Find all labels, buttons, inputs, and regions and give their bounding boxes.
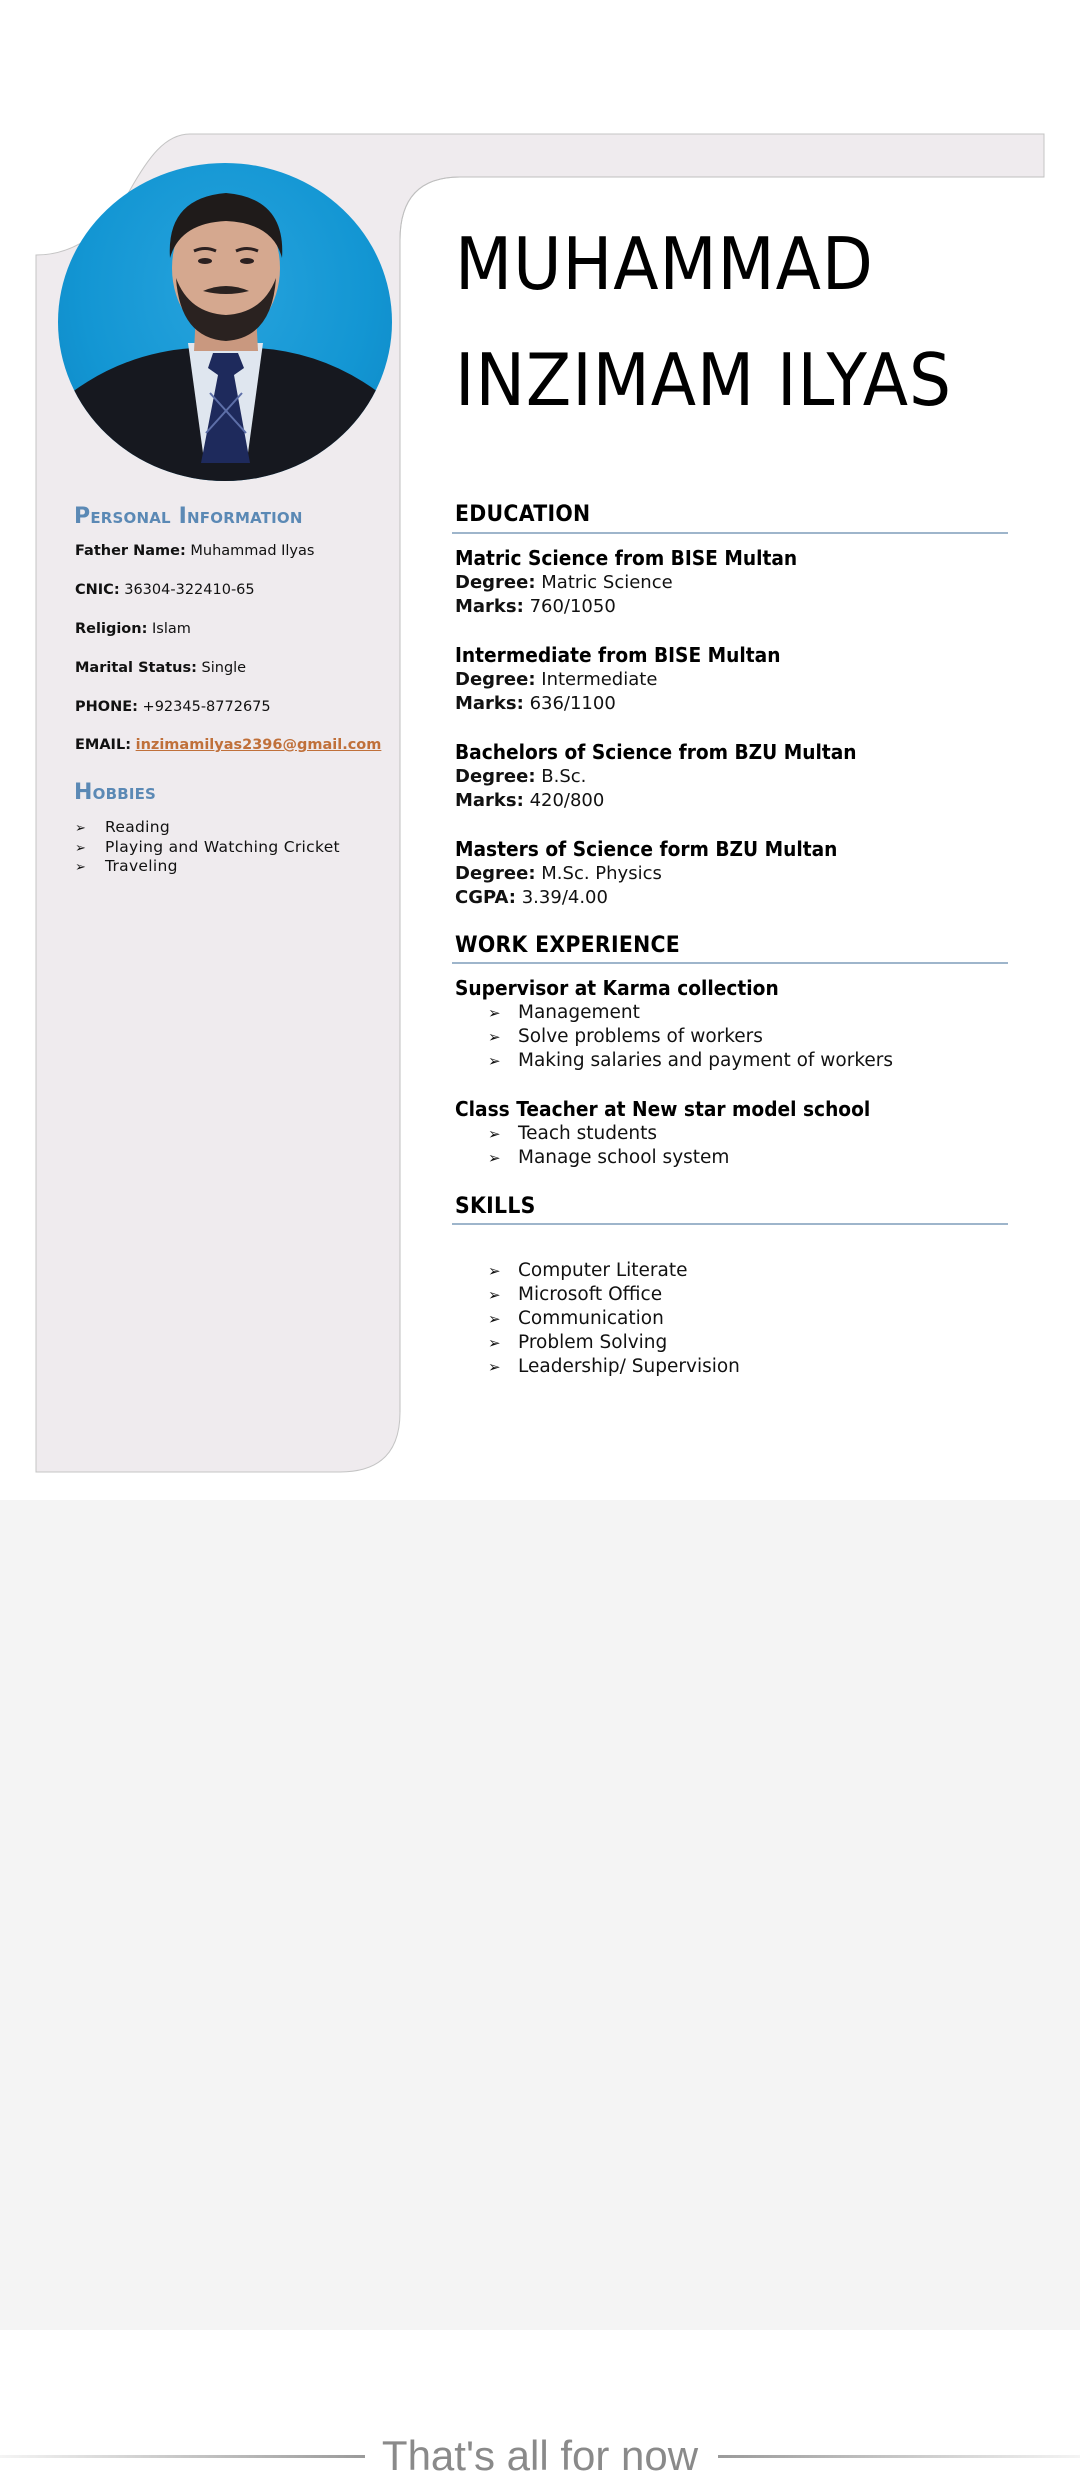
- arrow-bullet-icon: ➢: [488, 1286, 501, 1304]
- field-value: 3.39/4.00: [521, 887, 608, 908]
- job-duty: [488, 1123, 657, 1144]
- skill-item: [488, 1284, 662, 1305]
- arrow-bullet-icon: ➢: [488, 1125, 501, 1143]
- duty-label: Management: [518, 1002, 640, 1023]
- field-label: Degree:: [455, 669, 536, 690]
- email-field: [75, 737, 381, 753]
- skill-label: Leadership/ Supervision: [518, 1356, 740, 1377]
- hobbies-heading: Hobbies: [74, 780, 157, 805]
- skills-heading: SKILLS: [455, 1194, 536, 1219]
- arrow-bullet-icon: ➢: [75, 841, 87, 856]
- field-label: CGPA:: [455, 887, 516, 908]
- education-entry-title: Masters of Science form BZU Multan: [455, 837, 838, 861]
- hobby-label: Playing and Watching Cricket: [105, 838, 340, 856]
- education-heading: EDUCATION: [455, 502, 591, 527]
- field-label: Marks:: [455, 693, 524, 714]
- arrow-bullet-icon: ➢: [488, 1262, 501, 1280]
- job-title: Class Teacher at New star model school: [455, 1097, 871, 1121]
- profile-photo: [58, 163, 392, 481]
- arrow-bullet-icon: ➢: [488, 1052, 501, 1070]
- first-name: MUHAMMAD: [455, 222, 874, 306]
- field-value: Single: [201, 660, 247, 676]
- field-label: Marks:: [455, 596, 524, 617]
- arrow-bullet-icon: ➢: [488, 1310, 501, 1328]
- field-value: Islam: [151, 621, 191, 637]
- empty-page-area: [0, 1500, 1080, 2330]
- education-entry-title: Bachelors of Science from BZU Multan: [455, 740, 857, 764]
- duty-label: Solve problems of workers: [518, 1026, 763, 1047]
- education-degree: [455, 572, 673, 593]
- job-title: Supervisor at Karma collection: [455, 976, 779, 1000]
- field-value: 420/800: [529, 790, 605, 811]
- field-value: Intermediate: [541, 669, 658, 690]
- skill-label: Problem Solving: [518, 1332, 668, 1353]
- personal-information-heading: Personal Information: [74, 504, 303, 529]
- duty-label: Teach students: [518, 1123, 658, 1144]
- father-name-field: [75, 543, 314, 559]
- arrow-bullet-icon: ➢: [488, 1004, 501, 1022]
- job-duty: [488, 1147, 729, 1168]
- hobby-item: [75, 857, 178, 875]
- field-label: Marital Status:: [75, 660, 197, 676]
- section-divider: [452, 1223, 1008, 1225]
- field-value: B.Sc.: [541, 766, 587, 787]
- field-value: 36304-322410-65: [124, 582, 255, 598]
- skill-item: [488, 1356, 740, 1377]
- field-value: 760/1050: [529, 596, 616, 617]
- education-degree: [455, 669, 657, 690]
- education-marks: [455, 693, 616, 714]
- job-duty: [488, 1050, 893, 1071]
- education-marks: [455, 596, 616, 617]
- education-entry-title: Intermediate from BISE Multan: [455, 643, 781, 667]
- marital-status-field: [75, 660, 246, 676]
- arrow-bullet-icon: ➢: [488, 1358, 501, 1376]
- hobby-item: [75, 818, 170, 836]
- arrow-bullet-icon: ➢: [75, 821, 87, 836]
- skill-label: Computer Literate: [518, 1260, 688, 1281]
- field-label: CNIC:: [75, 582, 120, 598]
- end-of-document-message: That's all for now: [381, 2432, 699, 2479]
- education-degree: [455, 766, 586, 787]
- email-link[interactable]: inzimamilyas2396@gmail.com: [135, 737, 382, 753]
- arrow-bullet-icon: ➢: [488, 1028, 501, 1046]
- field-value: Muhammad Ilyas: [190, 543, 315, 559]
- field-label: Marks:: [455, 790, 524, 811]
- phone-field: [75, 699, 271, 715]
- field-value: 636/1100: [529, 693, 616, 714]
- arrow-bullet-icon: ➢: [488, 1149, 501, 1167]
- work-experience-heading: WORK EXPERIENCE: [455, 933, 681, 958]
- arrow-bullet-icon: ➢: [488, 1334, 501, 1352]
- field-label: Religion:: [75, 621, 148, 637]
- skill-item: [488, 1260, 688, 1281]
- field-value: Matric Science: [541, 572, 673, 593]
- duty-label: Manage school system: [518, 1147, 730, 1168]
- field-label: PHONE:: [75, 699, 138, 715]
- duty-label: Making salaries and payment of workers: [518, 1050, 894, 1071]
- cnic-field: [75, 582, 255, 598]
- section-divider: [452, 532, 1008, 534]
- field-label: Degree:: [455, 863, 536, 884]
- education-degree: [455, 863, 662, 884]
- field-value: +92345-8772675: [142, 699, 271, 715]
- hobby-item: [75, 838, 340, 856]
- hobby-label: Reading: [105, 818, 171, 836]
- field-label: Degree:: [455, 572, 536, 593]
- skill-label: Communication: [518, 1308, 664, 1329]
- field-label: EMAIL:: [75, 737, 131, 753]
- job-duty: [488, 1026, 763, 1047]
- name-line-1: [455, 222, 874, 306]
- field-label: Degree:: [455, 766, 536, 787]
- education-entry-title: Matric Science from BISE Multan: [455, 546, 798, 570]
- education-cgpa: [455, 887, 608, 908]
- field-value: M.Sc. Physics: [541, 863, 662, 884]
- job-duty: [488, 1002, 640, 1023]
- education-marks: [455, 790, 604, 811]
- arrow-bullet-icon: ➢: [75, 860, 87, 875]
- skill-label: Microsoft Office: [518, 1284, 663, 1305]
- last-name: INZIMAM ILYAS: [455, 338, 952, 422]
- name-line-2: [455, 338, 952, 422]
- field-label: Father Name:: [75, 543, 186, 559]
- skill-item: [488, 1332, 667, 1353]
- section-divider: [452, 962, 1008, 964]
- religion-field: [75, 621, 191, 637]
- skill-item: [488, 1308, 664, 1329]
- hobby-label: Traveling: [105, 857, 178, 875]
